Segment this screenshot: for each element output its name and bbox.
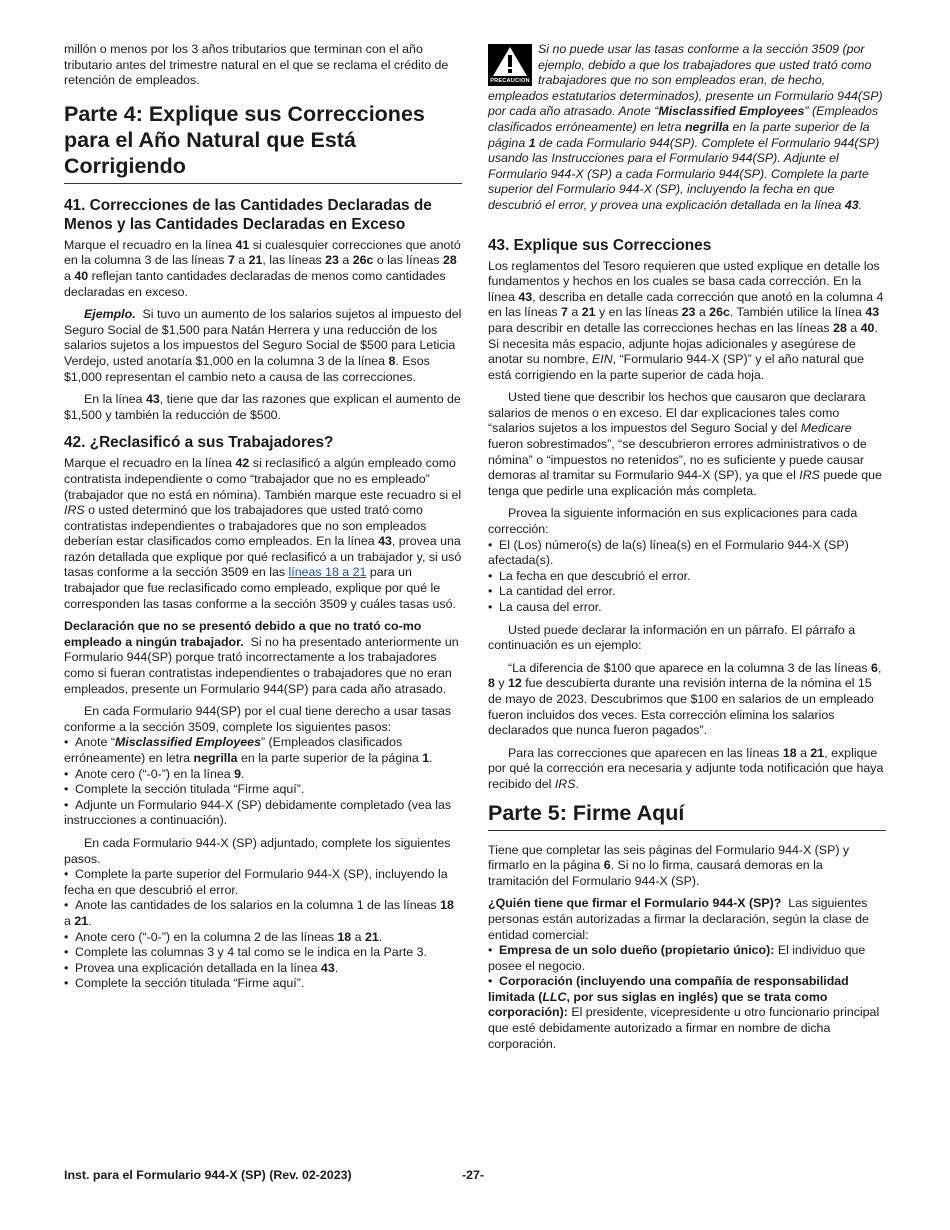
list-item: • Complete la sección titulada “Firme aquí”. <box>64 976 305 991</box>
list-item: • Anote las cantidades de los salarios en la columna 1 de las líneas 18 a 21. <box>64 898 454 928</box>
caution-text: Si no puede usar las tasas conforme a la sección 3509 (por ejemplo, debido a que los trabajadores que usted trató como trabajadores que no son empleados eran, de hecho, empleados estatutarios determinados), presente un Formulario 944(SP) por cada año atrasado. Anote “Misclassified Employees” (Empleados clasificados erróneamente) en letra negrilla en la parte superior de la página 1 de cada Formulario 944(SP). Complete el Formulario 944(SP) usando las Instrucciones para el Formulario 944(SP). Adjunte el Formulario 944-X (SP) a cada Formulario 944(SP). Complete la parte superior del Formulario 944-X (SP), incluyendo la fecha en que descubrió el error, y provea una explicación detallada en la línea 43. <box>488 42 883 212</box>
who-must-sign: ¿Quién tiene que firmar el Formulario 944-X (SP)? Las siguientes personas están autorizadas a firmar la declaración, según la clase de entidad comercial: <box>488 896 869 942</box>
paragraph-note: Usted puede declarar la información en un párrafo. El párrafo a continuación es un ejemplo: <box>488 622 856 653</box>
part4-title: Parte 4: Explique sus Correcciones para el Año Natural que Está Corrigiendo <box>64 101 425 178</box>
list-item: • Empresa de un solo dueño (propietario único): El individuo que posee el negocio. <box>488 943 866 973</box>
list-item: • Complete la parte superior del Formulario 944-X (SP), incluyendo la fecha en que descubrió el error. <box>64 867 448 897</box>
steps-intro: En cada Formulario 944(SP) por el cual tiene derecho a usar tasas conforme a la sección 3509, complete los siguientes pasos: <box>64 704 452 734</box>
list-item: • El (Los) número(s) de la(s) línea(s) en el Formulario 944-X (SP) afectada(s). <box>488 537 849 568</box>
lines-18-21-link[interactable]: líneas 18 a 21 <box>288 565 367 580</box>
right-column <box>488 42 886 1052</box>
part5-title: Parte 5: Firme Aquí <box>488 800 685 825</box>
part4-divider <box>64 183 462 184</box>
list-item: • Adjunte un Formulario 944-X (SP) debidamente completado (vea las instrucciones a continuación). <box>64 797 452 828</box>
part5-paragraph: Tiene que completar las seis páginas del Formulario 944-X (SP) y firmarlo en la página 6. Si no lo firma, causará demoras en la tramitación del Formulario 944-X (SP). <box>488 842 850 888</box>
page-number: -27- <box>462 1168 485 1182</box>
list-item: • La causa del error. <box>488 600 602 614</box>
caution-block <box>488 42 886 214</box>
describe-facts-paragraph: Usted tiene que describir los hechos que causaron que declarara salarios de menos o en exceso. El dar explicaciones tales como “salarios sujetos a los impuestos del Seguro Social y del Medicare fueron sobrestimados”, “se descubrieron errores administrativos o de nómina” o “impuestos no retenidos”, no es suficiente y puede causar demoras al tramitar su Formulario 944-X (SP), ya que el IRS puede que tenga que pedirle una explicación más completa. <box>488 390 882 498</box>
caution-label: PRECAUCION <box>490 78 530 84</box>
list-item: • Corporación (incluyendo una compañía de responsabilidad limitada (LLC, por sus siglas en inglés) que se trata como corporación): El presidente, vicepresidente u otro funcionario principal que esté debidamente autorizado a firmar en nombre de dicha corporación. <box>488 974 880 1051</box>
intro-paragraph: millón o menos por los 3 años tributarios que terminan con el año tributario antes del trimestre natural en el que se reclama el crédito de retención de empleados. <box>64 42 449 88</box>
part5-divider <box>488 830 886 831</box>
list-item: • Complete las columnas 3 y 4 tal como se le indica en la Parte 3. <box>64 945 427 960</box>
info-intro: Provea la siguiente información en sus explicaciones para cada corrección: <box>488 506 858 537</box>
page-footer <box>64 1168 886 1182</box>
section-41-paragraph: Marque el recuadro en la línea 41 si cualesquier correcciones que anotó en la columna 3 de las líneas 7 a 21, las líneas 23 a 26c o las líneas 28 a 40 reflejan tanto cantidades declaradas de menos como cantidades declaradas en exceso. <box>64 237 461 299</box>
list-item: • Anote cero (“-0-”) en la columna 2 de las líneas 18 a 21. <box>64 929 383 944</box>
example-quote: “La diferencia de $100 que aparece en la columna 3 de las líneas 6, 8 y 12 fue descubierta durante una revisión interna de la nómina el 15 de mayo de 2023. Descubrimos que $100 en salarios de un empleado fueron incluidos dos veces. Esta corrección elimina los salarios declarados que nunca fueron pagados”. <box>488 660 882 738</box>
form-reference: Inst. para el Formulario 944-X (SP) (Rev. 02-2023) <box>64 1168 352 1182</box>
section-43-heading: 43. Explique sus Correcciones <box>488 236 712 254</box>
section-42-paragraph: Marque el recuadro en la línea 42 si reclasificó a algún empleado como contratista independiente o como “trabajador que no es empleado” (trabajador que no está en nómina). También marque este recuadro si el IRS o usted determinó que los trabajadores que usted trató como contratistas independientes o trabajadores que no son empleados deberían estar clasificados como empleados. En la línea 43, provea una razón detallada que explique por qué reclasificó a un trabajador y, si usó tasas conforme a la sección 3509 en las líneas 18 a 21 para un trabajador que fue reclasificado como empleado, explique por qué le corresponden las tasas conforme a la sección 3509 y cuáles tasas usó. <box>64 456 462 611</box>
line43-note: En la línea 43, tiene que dar las razones que explican el aumento de $1,500 y también la reducción de $500. <box>64 392 461 422</box>
section-41-heading: 41. Correcciones de las Cantidades Declaradas de Menos y las Cantidades Declaradas en Exceso <box>64 196 432 233</box>
list-item: • Anote cero (“-0-”) en la línea 9. <box>64 766 245 781</box>
unfiled-return-paragraph: Declaración que no se presentó debido a que no trató co-mo empleado a ningún trabajador. Si no ha presentado anteriormente un Formulario 944(SP) porque trató incorrectamente a los trabajadores como si fueran contratistas independientes o trabajadores que no eran empleados, presente un Formulario 944(SP) para cada año atrasado. <box>64 619 459 696</box>
example-paragraph: Ejemplo. Si tuvo un aumento de los salarios sujetos al impuesto del Seguro Social de $1,500 para Natán Herrera y una reducción de los salarios sujetos a los impuestos del Seguro Social de $500 para Leticia Verdejo, usted anotaría $1,000 en la columna 3 de la línea 8. Esos $1,000 representan el cambio neto a causa de las correcciones. <box>64 307 462 384</box>
caution-icon <box>488 44 532 86</box>
list-item: • Complete la sección titulada “Firme aquí”. <box>64 782 305 797</box>
list-item: • La cantidad del error. <box>488 584 616 599</box>
section-43-paragraph: Los reglamentos del Tesoro requieren que usted explique en detalle los fundamentos y hechos en los cuales se basa cada corrección. En la línea 43, describa en detalle cada corrección que anotó en la columna 4 en las líneas 7 a 21 y en las líneas 23 a 26c. También utilice la línea 43 para describir en detalle las correcciones hechas en las líneas 28 a 40. Si necesita más espacio, adjunte hojas adicionales y asegúrese de anotar su nombre, EIN, “Formulario 944-X (SP)” y el año natural que está corrigiendo en la parte superior de cada hoja. <box>488 258 884 382</box>
list-item: • La fecha en que descubrió el error. <box>488 568 691 583</box>
attached-steps-intro: En cada Formulario 944-X (SP) adjuntado, complete los siguientes pasos. <box>64 835 451 866</box>
lines-18-21-note: Para las correcciones que aparecen en las líneas 18 a 21, explique por qué la corrección era necesaria y adjunte toda notificación que haya recibido del IRS. <box>488 745 884 791</box>
section-42-heading: 42. ¿Reclasificó a sus Trabajadores? <box>64 434 334 452</box>
list-item: • Anote “Misclassified Employees” (Empleados clasificados erróneamente) en letra negrilla en la parte superior de la página 1. <box>64 735 433 765</box>
list-item: • Provea una explicación detallada en la línea 43. <box>64 960 339 975</box>
left-column <box>64 42 462 992</box>
